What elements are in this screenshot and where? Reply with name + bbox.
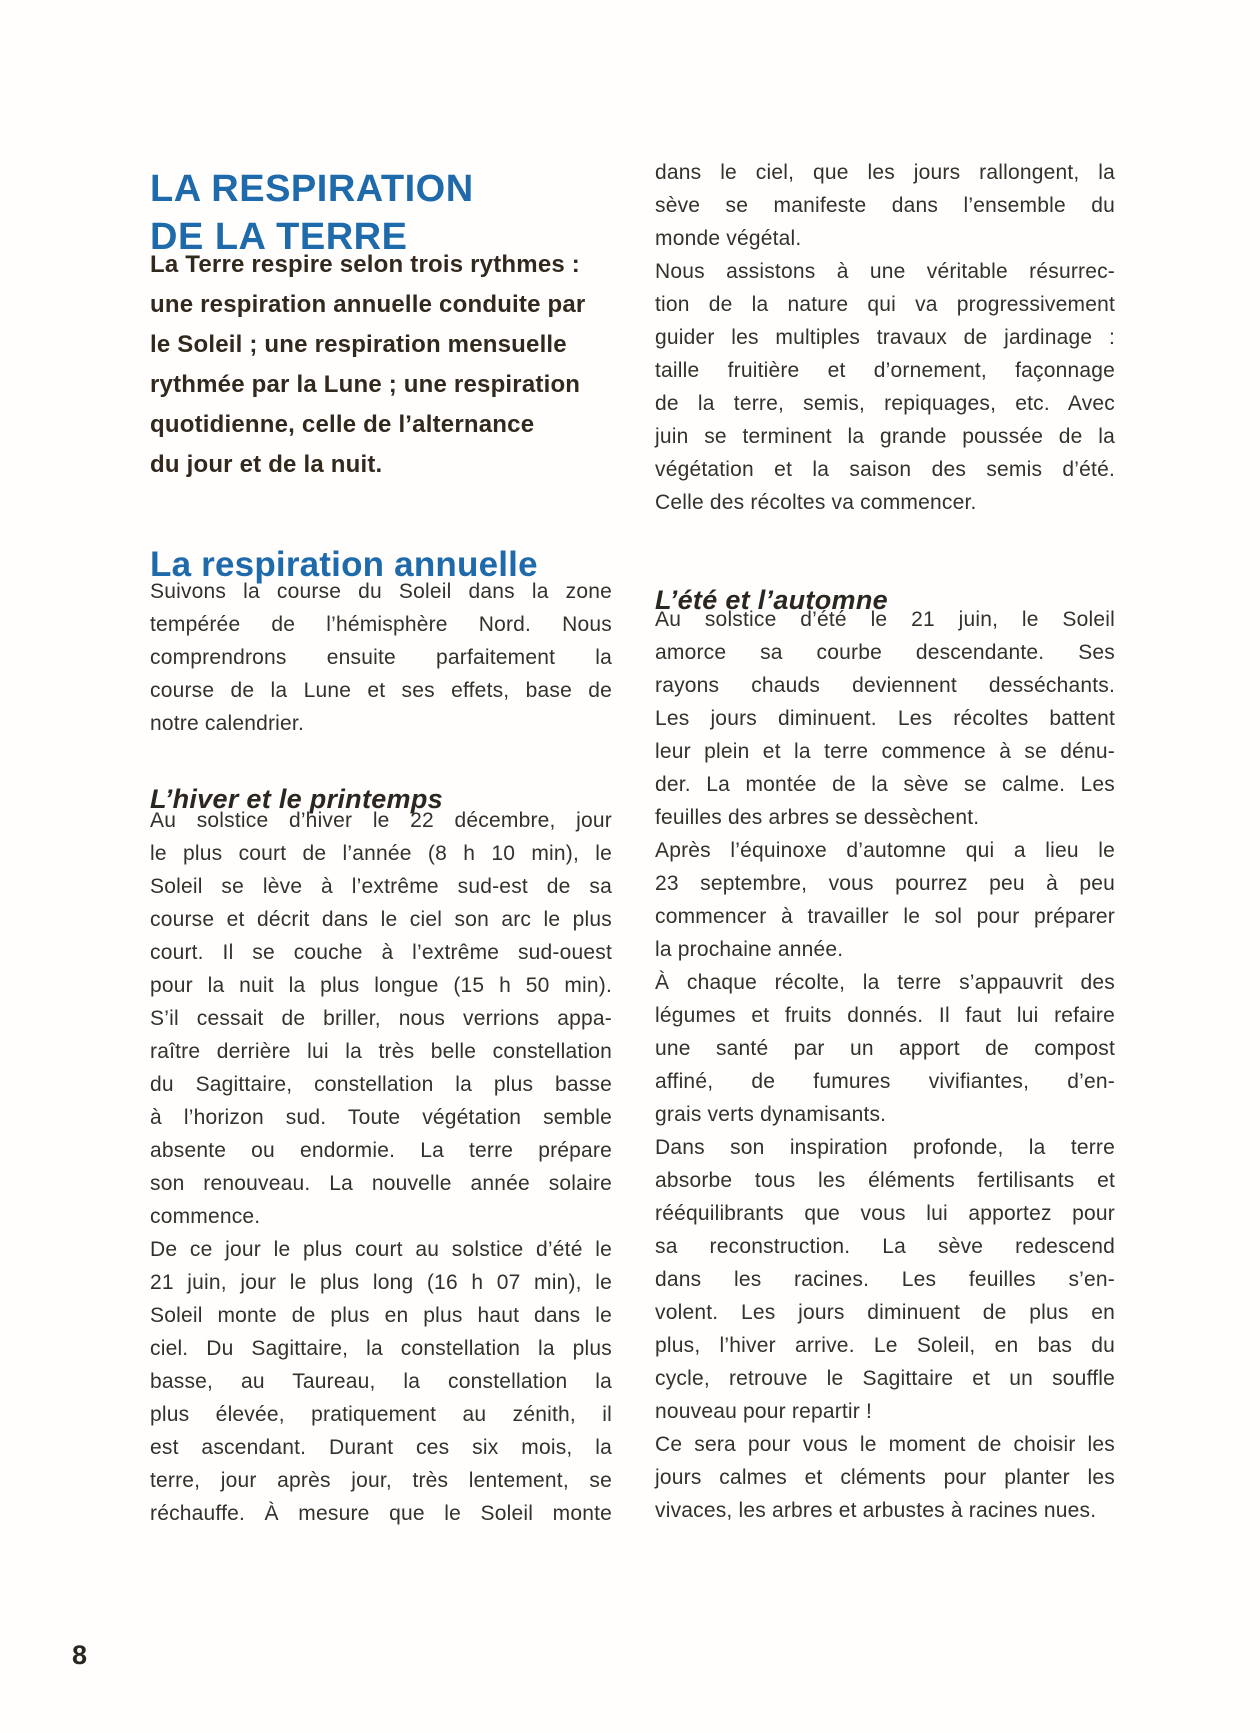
text-line: 23 septembre, vous pourrez peu à peu	[655, 872, 1115, 895]
text-line: à l’horizon sud. Toute végétation semble	[150, 1106, 612, 1129]
subsection-heading-ete-automne: L’été et l’automne	[655, 585, 888, 615]
text-line: nouveau pour repartir !	[655, 1400, 873, 1423]
paragraph-planter-vivaces	[655, 1428, 1115, 1527]
text-line: Ce sera pour vous le moment de choisir les	[655, 1433, 1115, 1456]
text-line: monde végétal.	[655, 227, 802, 250]
text-line: course et décrit dans le ciel son arc le plus	[150, 908, 612, 931]
text-line: absente ou endormie. La terre prépare	[150, 1139, 612, 1162]
text-line: dans le ciel, que les jours rallongent, la	[655, 161, 1115, 184]
text-line: vivaces, les arbres et arbustes à racines nues.	[655, 1499, 1097, 1522]
text-line: terre, jour après jour, très lentement, se	[150, 1469, 612, 1492]
text-line: court. Il se couche à l’extrême sud-ouest	[150, 941, 612, 964]
text-line: jours calmes et cléments pour planter les	[655, 1466, 1115, 1489]
text-line: quotidienne, celle de l’alternance	[150, 411, 535, 438]
text-line: du jour et de la nuit.	[150, 451, 383, 478]
text-line: Les jours diminuent. Les récoltes battent	[655, 707, 1115, 730]
text-line: tempérée de l’hémisphère Nord. Nous	[150, 613, 612, 636]
paragraph-jour-plus-court	[150, 1233, 612, 1530]
text-line: Après l’équinoxe d’automne qui a lieu le	[655, 839, 1115, 862]
paragraph-inspiration-profonde	[655, 1131, 1115, 1428]
paragraph-chaque-recolte	[655, 966, 1115, 1131]
paragraph-equinoxe-automne	[655, 834, 1115, 966]
page-title-line-2: DE LA TERRE	[150, 216, 408, 259]
text-line: de la terre, semis, repiquages, etc. Avec	[655, 392, 1115, 415]
text-line: le plus court de l’année (8 h 10 min), le	[150, 842, 612, 865]
text-line: du Sagittaire, constellation la plus basse	[150, 1073, 612, 1096]
text-line: affiné, de fumures vivifiantes, d’en-	[655, 1070, 1115, 1093]
text-line: commence.	[150, 1205, 261, 1228]
text-line: le Soleil ; une respiration mensuelle	[150, 331, 567, 358]
subsection-heading-hiver-printemps: L’hiver et le printemps	[150, 784, 443, 814]
text-line: volent. Les jours diminuent de plus en	[655, 1301, 1115, 1324]
text-line: tion de la nature qui va progressivement	[655, 293, 1115, 316]
page-number: 8	[72, 1640, 88, 1670]
text-line: À chaque récolte, la terre s’appauvrit des	[655, 971, 1115, 994]
text-line: cycle, retrouve le Sagittaire et un souffle	[655, 1367, 1115, 1390]
text-line: 21 juin, jour le plus long (16 h 07 min), le	[150, 1271, 612, 1294]
text-line: juin se terminent la grande poussée de la	[655, 425, 1115, 448]
text-line: plus élevée, pratiquement au zénith, il	[150, 1403, 612, 1426]
text-line: basse, au Taureau, la constellation la	[150, 1370, 612, 1393]
text-line: amorce sa courbe descendante. Ses	[655, 641, 1115, 664]
text-line: der. La montée de la sève se calme. Les	[655, 773, 1115, 796]
text-line: Soleil monte de plus en plus haut dans le	[150, 1304, 612, 1327]
text-line: Au solstice d’hiver le 22 décembre, jour	[150, 809, 612, 832]
text-line: La Terre respire selon trois rythmes :	[150, 251, 580, 278]
text-line: absorbe tous les éléments fertilisants et	[655, 1169, 1115, 1192]
text-line: De ce jour le plus court au solstice d’été le	[150, 1238, 612, 1261]
text-line: végétation et la saison des semis d’été.	[655, 458, 1115, 481]
text-line: feuilles des arbres se dessèchent.	[655, 806, 980, 829]
text-line: leur plein et la terre commence à se dénu-	[655, 740, 1115, 763]
text-line: est ascendant. Durant ces six mois, la	[150, 1436, 612, 1459]
text-line: pour la nuit la plus longue (15 h 50 min).	[150, 974, 612, 997]
text-line: la prochaine année.	[655, 938, 844, 961]
text-line: Soleil se lève à l’extrême sud-est de sa	[150, 875, 612, 898]
text-line: sa reconstruction. La sève redescend	[655, 1235, 1115, 1258]
text-line: Dans son inspiration profonde, la terre	[655, 1136, 1115, 1159]
paragraph-solstice-ete	[655, 603, 1115, 834]
text-line: Celle des récoltes va commencer.	[655, 491, 977, 514]
text-line: légumes et fruits donnés. Il faut lui refaire	[655, 1004, 1115, 1027]
text-line: une santé par un apport de compost	[655, 1037, 1115, 1060]
text-line: grais verts dynamisants.	[655, 1103, 887, 1126]
text-line: comprendrons ensuite parfaitement la	[150, 646, 612, 669]
text-line: plus, l’hiver arrive. Le Soleil, en bas du	[655, 1334, 1115, 1357]
text-line: rythmée par la Lune ; une respiration	[150, 371, 581, 398]
right-column-bottom-body	[655, 603, 1115, 1527]
text-line: Au solstice d’été le 21 juin, le Soleil	[655, 608, 1115, 631]
text-line: Nous assistons à une véritable résurrec-	[655, 260, 1115, 283]
text-line: guider les multiples travaux de jardinage :	[655, 326, 1115, 349]
section-heading-respiration-annuelle: La respiration annuelle	[150, 545, 538, 585]
intro-paragraph	[150, 245, 612, 485]
text-line: notre calendrier.	[150, 712, 304, 735]
text-line: une respiration annuelle conduite par	[150, 291, 586, 318]
text-line: course de la Lune et ses effets, base de	[150, 679, 612, 702]
text-line: commencer à travailler le sol pour préparer	[655, 905, 1115, 928]
text-line: dans les racines. Les feuilles s’en-	[655, 1268, 1115, 1291]
text-line: raître derrière lui la très belle constellation	[150, 1040, 612, 1063]
text-line: taille fruitière et d’ornement, façonnage	[655, 359, 1115, 382]
paragraph-dans-le-ciel	[655, 156, 1115, 255]
text-line: rééquilibrants que vous lui apportez pour	[655, 1202, 1115, 1225]
paragraph-resurrection	[655, 255, 1115, 519]
text-line: Suivons la course du Soleil dans la zone	[150, 580, 612, 603]
right-column-top-body	[655, 156, 1115, 519]
text-line: réchauffe. À mesure que le Soleil monte	[150, 1502, 612, 1525]
page-title-line-1: LA RESPIRATION	[150, 168, 474, 211]
left-column-body	[150, 804, 612, 1530]
text-line: sève se manifeste dans l’ensemble du	[655, 194, 1115, 217]
text-line: rayons chauds deviennent desséchants.	[655, 674, 1115, 697]
paragraph-suivons	[150, 575, 612, 740]
text-line: ciel. Du Sagittaire, la constellation la plus	[150, 1337, 612, 1360]
text-line: S’il cessait de briller, nous verrions appa-	[150, 1007, 612, 1030]
paragraph-solstice-hiver	[150, 804, 612, 1233]
text-line: son renouveau. La nouvelle année solaire	[150, 1172, 612, 1195]
